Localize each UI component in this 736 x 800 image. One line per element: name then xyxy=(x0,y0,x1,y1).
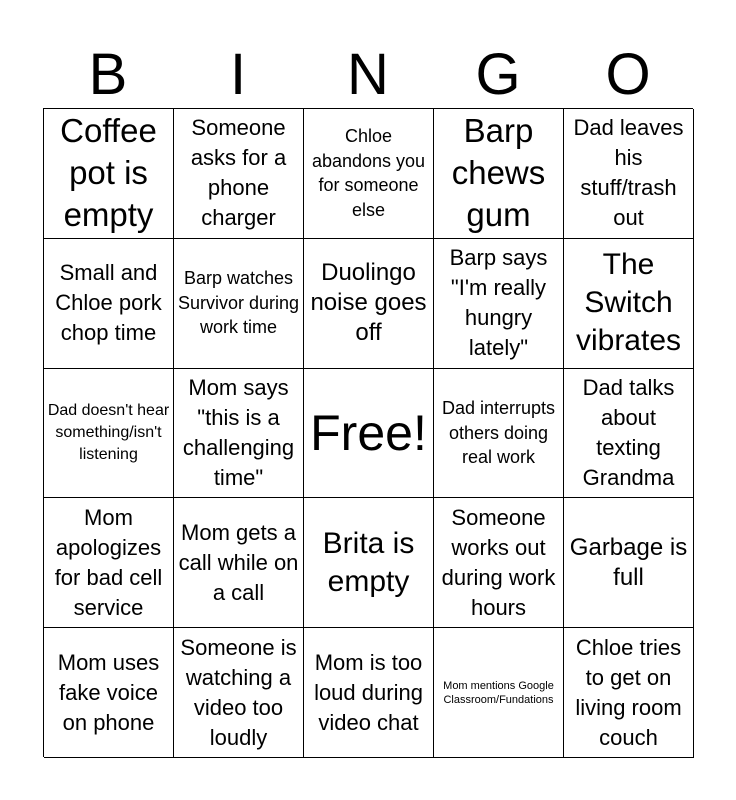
bingo-cell-r4c4[interactable] xyxy=(434,498,564,628)
cell-text: Duolingo noise goes off xyxy=(310,259,427,347)
cell-text: Dad doesn't hear something/isn't listening xyxy=(47,401,170,463)
cell-text: Garbage is full xyxy=(569,533,688,591)
bingo-cell-r1c3[interactable] xyxy=(304,109,434,239)
cell-text: Brita is empty xyxy=(322,526,415,598)
header-letter-n: N xyxy=(347,42,389,107)
bingo-cell-r4c2[interactable] xyxy=(174,498,304,628)
cell-text: Mom mentions Google Classroom/Fundations xyxy=(443,679,554,706)
bingo-cell-r5c4[interactable] xyxy=(434,628,564,758)
bingo-cell-r1c1[interactable] xyxy=(44,109,174,239)
bingo-cell-r1c5[interactable] xyxy=(564,109,694,239)
header-letter-i: I xyxy=(229,42,247,107)
cell-text: Someone works out during work hours xyxy=(441,504,556,620)
cell-text: Dad talks about texting Grandma xyxy=(582,374,675,490)
header-letter-g: G xyxy=(475,42,521,107)
cell-text: Small and Chloe pork chop time xyxy=(55,260,162,346)
cell-text: Mom uses fake voice on phone xyxy=(57,649,160,735)
cell-text: Dad interrupts others doing real work xyxy=(441,398,556,468)
bingo-cell-r3c5[interactable] xyxy=(564,369,694,499)
bingo-cell-r3c4[interactable] xyxy=(434,369,564,499)
bingo-cell-r2c2[interactable] xyxy=(174,239,304,369)
bingo-header xyxy=(43,42,693,108)
header-letter-b: B xyxy=(88,42,128,107)
cell-text: Mom says "this is a challenging time" xyxy=(182,374,295,490)
cell-text: Coffee pot is empty xyxy=(60,112,157,234)
cell-text: Mom gets a call while on a call xyxy=(178,519,299,605)
bingo-cell-r4c1[interactable] xyxy=(44,498,174,628)
cell-text: Mom is too loud during video chat xyxy=(314,649,423,735)
bingo-cell-r5c3[interactable] xyxy=(304,628,434,758)
bingo-cell-r4c5[interactable] xyxy=(564,498,694,628)
bingo-cell-r3c1[interactable] xyxy=(44,369,174,499)
bingo-cell-r1c2[interactable] xyxy=(174,109,304,239)
cell-text: Dad leaves his stuff/trash out xyxy=(573,115,684,231)
header-letter-o: O xyxy=(605,42,651,107)
cell-text: The Switch vibrates xyxy=(575,248,682,358)
cell-text: Someone asks for a phone charger xyxy=(190,115,287,231)
cell-text: Barp says "I'm really hungry lately" xyxy=(449,245,548,361)
cell-text: Someone is watching a video too loudly xyxy=(180,634,297,750)
bingo-cell-r5c2[interactable] xyxy=(174,628,304,758)
bingo-cell-r1c4[interactable] xyxy=(434,109,564,239)
bingo-cell-free[interactable] xyxy=(304,369,434,499)
bingo-cell-r5c5[interactable] xyxy=(564,628,694,758)
free-space-text: Free! xyxy=(310,404,427,461)
cell-text: Chloe abandons you for someone else xyxy=(311,126,426,220)
bingo-cell-r2c4[interactable] xyxy=(434,239,564,369)
cell-text: Mom apologizes for bad cell service xyxy=(54,504,163,620)
cell-text: Barp watches Survivor during work time xyxy=(177,268,300,338)
bingo-cell-r5c1[interactable] xyxy=(44,628,174,758)
bingo-cell-r2c3[interactable] xyxy=(304,239,434,369)
bingo-board xyxy=(43,108,693,757)
cell-text: Chloe tries to get on living room couch xyxy=(575,634,682,750)
bingo-cell-r3c2[interactable] xyxy=(174,369,304,499)
bingo-cell-r2c1[interactable] xyxy=(44,239,174,369)
bingo-cell-r4c3[interactable] xyxy=(304,498,434,628)
cell-text: Barp chews gum xyxy=(451,112,546,234)
bingo-cell-r2c5[interactable] xyxy=(564,239,694,369)
